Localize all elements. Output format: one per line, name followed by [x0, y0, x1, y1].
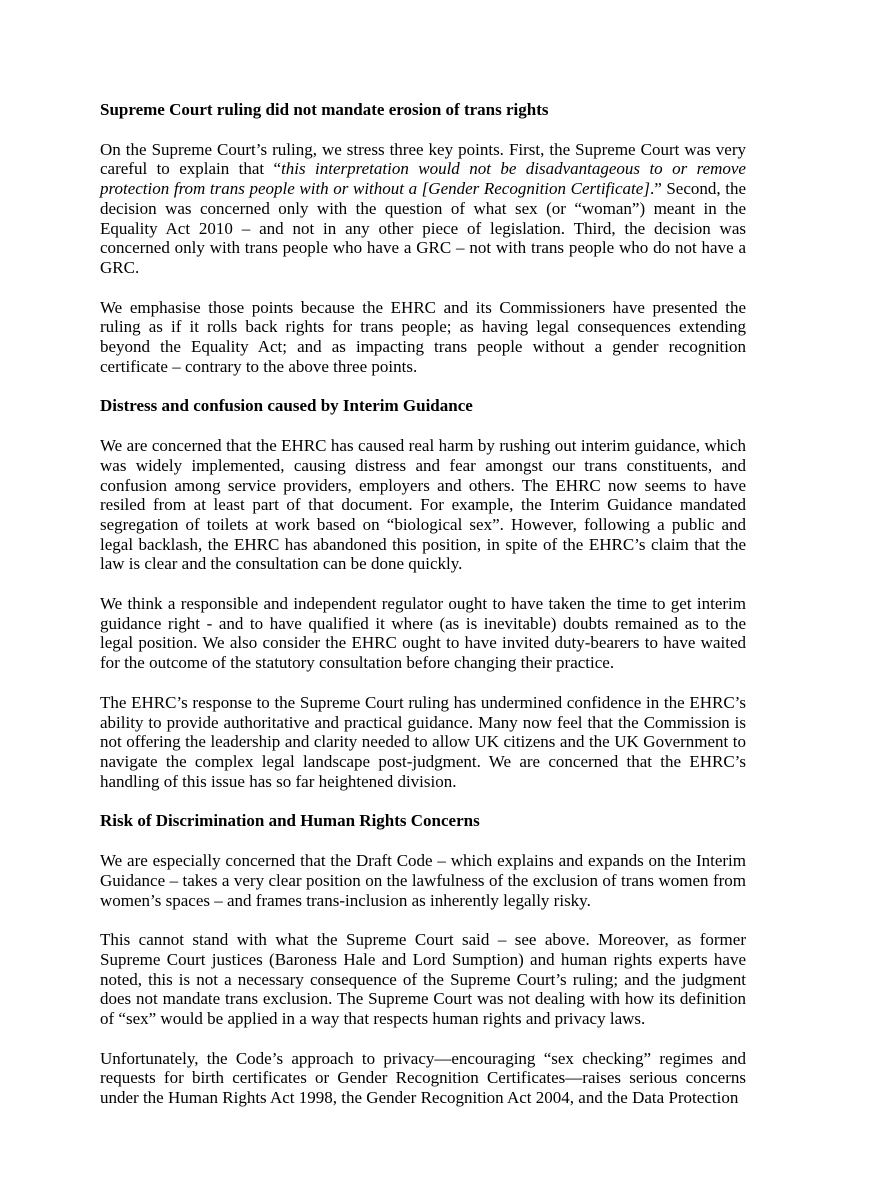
paragraph-privacy-concerns: Unfortunately, the Code’s approach to privacy—encouraging “sex checking” regimes and requests for birth certificates or Gender Recognition Certificates—raises serious concerns under the Human Rights Act 1998, the Gender Recognition Act 2004, and the Data Protection	[100, 1048, 746, 1108]
text-run-key-points-quote-italic: this interpretation would not be disadvantageous to or remove protection from trans people with or without a [Gender Recognition Certificate]	[100, 159, 746, 199]
paragraph-ehrc-real-harm: We are concerned that the EHRC has caused real harm by rushing out interim guidance, which was widely implemented, causing distress and fear amongst our trans constituents, and confusion among service providers, employers and others. The EHRC now seems to have resiled from at least part of that document. For example, the Interim Guidance mandated segregation of toilets at work based on “biological sex”. However, following a public and legal backlash, the EHRC has abandoned this position, in spite of the EHRC’s claim that the law is clear and the consultation can be done quickly.	[100, 436, 746, 574]
heading-supreme-court-ruling: Supreme Court ruling did not mandate erosion of trans rights	[100, 100, 549, 119]
heading-risk-discrimination: Risk of Discrimination and Human Rights Concerns	[100, 811, 480, 831]
paragraph-responsible-regulator: We think a responsible and independent regulator ought to have taken the time to get interim guidance right - and to have qualified it where (as is inevitable) doubts remained as to the legal position. We also consider the EHRC ought to have invited duty-bearers to have waited for the outcome of the statutory consultation before changing their practice.	[100, 594, 746, 673]
text-run-key-points-post: .” Second, the decision was concerned only with the question of what sex (or “woman”) meant in the Equality Act 2010 – and not in any other piece of legislation. Third, the decision was concerned only with trans people who have a GRC – not with trans people who do not have a GRC.	[100, 179, 746, 277]
paragraph-ehrc-response-confidence: The EHRC’s response to the Supreme Court ruling has undermined confidence in the EHRC’s ability to provide authoritative and practical guidance. Many now feel that the Commission is not offering the leadership and clarity needed to allow UK citizens and the UK Government to navigate the complex legal landscape post-judgment. We are concerned that the EHRC’s handling of this issue has so far heightened division.	[100, 692, 746, 791]
document-content	[100, 100, 746, 1108]
heading-distress-confusion: Distress and confusion caused by Interim Guidance	[100, 396, 473, 416]
text-run-key-points-pre: On the Supreme Court’s ruling, we stress three key points. First, the Supreme Court was very careful to explain that “	[100, 139, 746, 179]
paragraph-draft-code-position: We are especially concerned that the Draft Code – which explains and expands on the Interim Guidance – takes a very clear position on the lawfulness of the exclusion of trans women from women’s spaces – and frames trans-inclusion as inherently legally risky.	[100, 851, 746, 910]
paragraph-cannot-stand: This cannot stand with what the Supreme Court said – see above. Moreover, as former Supreme Court justices (Baroness Hale and Lord Sumption) and human rights experts have noted, this is not a necessary consequence of the Supreme Court’s ruling; and the judgment does not mandate trans exclusion. The Supreme Court was not dealing with how its definition of “sex” would be applied in a way that respects human rights and privacy laws.	[100, 930, 746, 1029]
paragraph-emphasise-points: We emphasise those points because the EHRC and its Commissioners have presented the ruling as if it rolls back rights for trans people; as having legal consequences extending beyond the Equality Act; and as impacting trans people without a gender recognition certificate – contrary to the above three points.	[100, 297, 746, 376]
paragraph-key-points	[100, 140, 746, 278]
